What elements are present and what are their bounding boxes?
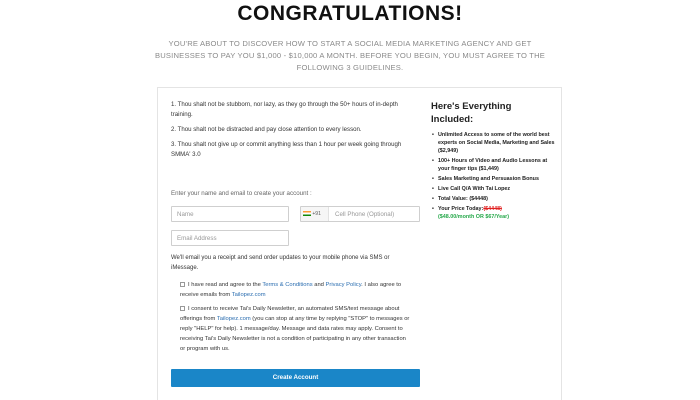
- guideline-item: 2. Thou shalt not be distracted and pay close attention to every lesson.: [171, 126, 362, 133]
- name-input[interactable]: Name: [171, 206, 289, 222]
- guideline-item: 3. Thou shalt not give up or commit anything less than 1 hour per week going through SMMA' 3.0: [171, 141, 402, 158]
- newsletter-site-link[interactable]: Tailopez.com: [216, 316, 251, 322]
- included-item: • Live Call Q/A With Tai Lopez: [431, 185, 556, 193]
- included-item: • Total Value: ($4448): [431, 195, 556, 203]
- newsletter-checkbox[interactable]: [180, 306, 185, 311]
- terms-post-text: . I also agree to receive emails from: [180, 282, 402, 298]
- old-price: ($4448): [483, 206, 502, 212]
- included-item: • Sales Marketing and Persuasion Bonus: [431, 175, 556, 183]
- terms-consent: [180, 280, 412, 300]
- terms-link[interactable]: Terms & Conditions: [262, 282, 313, 288]
- price-label: Your Price Today:: [438, 206, 484, 212]
- included-item: • Unlimited Access to some of the world best experts on Social Media, Marketing and Sales ($2,949): [431, 131, 556, 155]
- phone-field[interactable]: [300, 206, 420, 222]
- country-code-label: +91: [312, 211, 321, 217]
- terms-text: I have read and agree to the: [188, 282, 263, 288]
- newsletter-consent: [180, 304, 412, 354]
- phone-input[interactable]: Cell Phone (Optional): [335, 211, 395, 218]
- terms-and-text: and: [312, 282, 326, 288]
- email-input[interactable]: Email Address: [171, 230, 289, 246]
- included-item: • 100+ Hours of Video and Audio Lessons at your finger tips ($1,449): [431, 157, 556, 173]
- sidebar-title: Here's Everything Included:: [431, 101, 512, 125]
- guideline-item: 1. Thou shalt not be stubborn, nor lazy, as they go through the 50+ hours of in-depth training.: [171, 101, 398, 118]
- guidelines-list: [171, 100, 416, 165]
- page-headline: CONGRATULATIONS!: [237, 2, 463, 25]
- newsletter-post-text: (you can stop at any time by replying "STOP" to messages or reply "HELP" for help). 1 message/day. Message and data rates may apply. Consent to receiving Tai's Daily Newsletter is not a condition of participating in any other transaction or program with us.: [180, 316, 410, 352]
- page-subhead: YOU'RE ABOUT TO DISCOVER HOW TO START A SOCIAL MEDIA MARKETING AGENCY AND GET BUSINESSES TO PAY YOU $1,000 - $10,000 A MONTH. BEFORE YOU BEGIN, YOU MUST AGREE TO THE FOLLOWING 3 GUIDELINES.: [154, 39, 546, 72]
- signup-card: [157, 87, 562, 400]
- create-account-button[interactable]: Create Account: [171, 369, 420, 387]
- terms-checkbox[interactable]: [180, 282, 185, 287]
- price-item: [431, 205, 556, 221]
- india-flag-icon: [303, 211, 311, 216]
- country-code-select[interactable]: [301, 207, 329, 221]
- included-sidebar: [431, 100, 556, 223]
- form-intro: Enter your name and email to create your account :: [171, 190, 312, 197]
- privacy-link[interactable]: Privacy Policy: [325, 282, 362, 288]
- sms-note: We'll email you a receipt and send order updates to your mobile phone via SMS or iMessage.: [171, 255, 390, 271]
- new-price: ($48.00/month OR $67/Year): [438, 214, 510, 220]
- terms-site-link[interactable]: Tailopez.com: [231, 292, 266, 298]
- included-list: [431, 131, 556, 221]
- newsletter-text: I consent to receive Tai's Daily Newsletter, an automated SMS/text message about offerings from: [180, 306, 400, 322]
